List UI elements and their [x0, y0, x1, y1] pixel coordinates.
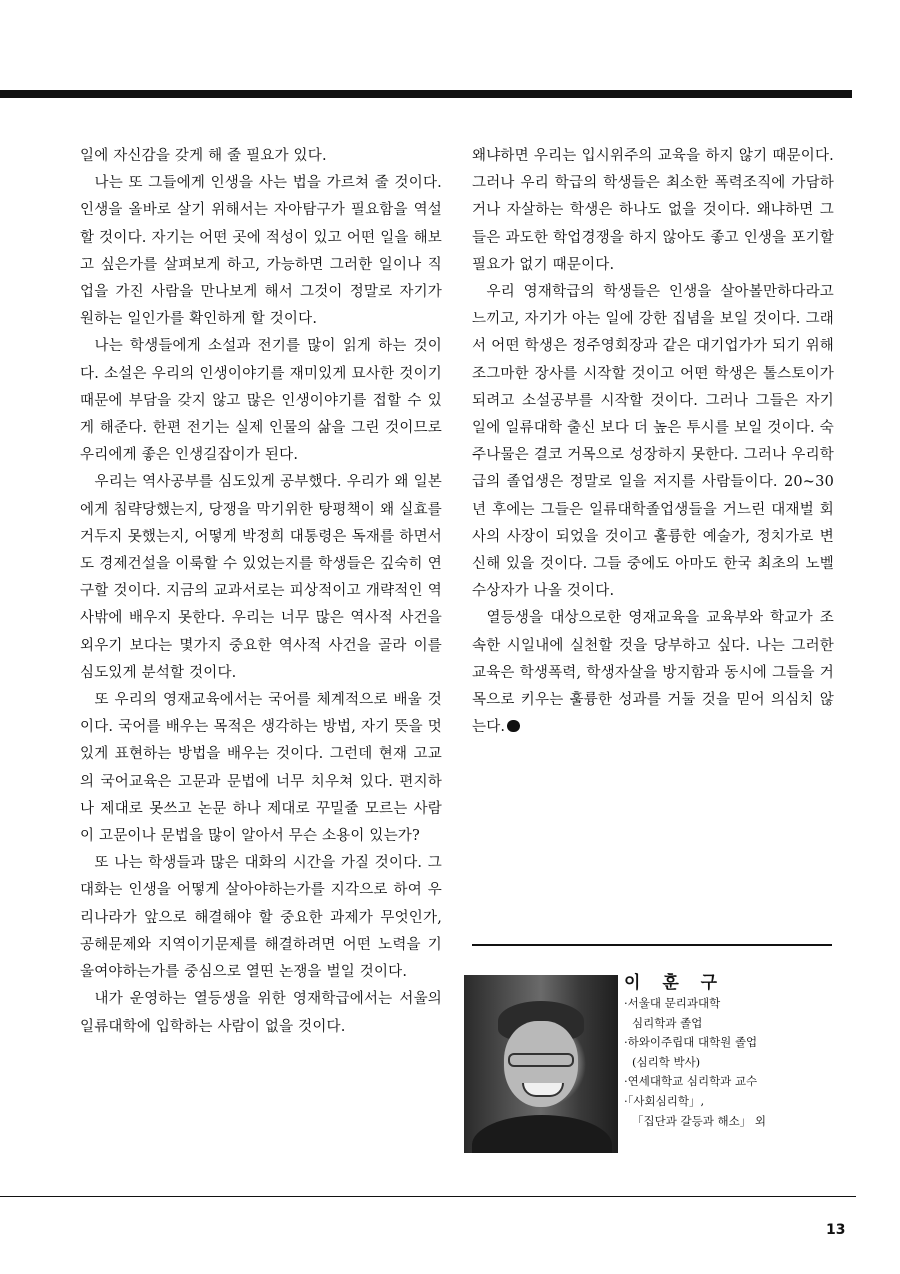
- author-bio-line: ·「사회심리학」,: [624, 1093, 705, 1108]
- author-bio-line: 심리학과 졸업: [632, 1015, 703, 1030]
- paragraph: [472, 605, 834, 741]
- author-name: 이 훈 구: [624, 973, 726, 993]
- top-rule: [0, 90, 852, 98]
- author-bio-line: ·하와이주립대 대학원 졸업: [624, 1035, 758, 1050]
- paragraph-text: 열등생을 대상으로한 영재교육을 교육부와 학교가 조속한 시일내에 실천할 것을 당부하고 싶다. 나는 그러한 교육은 학생폭력, 학생자살을 방지함과 동시에 그들을 거목으로 키우는 훌륭한 성과를 거둘 것을 믿어 의심치 않는다.: [472, 610, 834, 736]
- paragraph: 왜냐하면 우리는 입시위주의 교육을 하지 않기 때문이다. 그러나 우리 학급의 학생들은 최소한 폭력조직에 가담하거나 자살하는 학생은 하나도 없을 것이다. 왜냐하면 그들은 과도한 학업경쟁을 하지 않아도 좋고 인생을 포기할 필요가 없기 때문이다.: [472, 148, 834, 273]
- paragraph: 우리는 역사공부를 심도있게 공부했다. 우리가 왜 일본에게 침략당했는지, 당쟁을 막기위한 탕평책이 왜 실효를 거두지 못했는지, 어떻게 박정희 대통령은 독재를 하면서도 경제건설을 이룩할 수 있었는지를 학생들은 깊숙히 연구할 것이다. 지금의 교과서로는 피상적이고 개략적인 역사밖에 배우지 못한다. 우리는 너무 많은 역사적 사건을 외우기 보다는 몇가지 중요한 역사적 사건을 골라 이를 심도있게 분석할 것이다.: [80, 474, 442, 681]
- author-bio-line: ·연세대학교 심리학과 교수: [624, 1074, 758, 1089]
- author-bio-line: 「집단과 갈등과 해소」 외: [632, 1113, 766, 1128]
- bottom-rule: [0, 1196, 856, 1197]
- author-bio-line: (심리학 박사): [632, 1054, 701, 1069]
- paragraph: 나는 학생들에게 소설과 전기를 많이 읽게 하는 것이다. 소설은 우리의 인생이야기를 재미있게 묘사한 것이기 때문에 부담을 갖지 않고 많은 인생이야기를 접할 수 있게 해준다. 한편 전기는 실제 인물의 삶을 그린 것이므로 우리에게 좋은 인생길잡이가 된다.: [80, 338, 442, 464]
- end-mark-icon: [507, 720, 520, 732]
- paragraph: 나는 또 그들에게 인생을 사는 법을 가르쳐 줄 것이다. 인생을 올바로 살기 위해서는 자아탐구가 필요함을 역설할 것이다. 자기는 어떤 곳에 적성이 있고 어떤 일을 해보고 싶은가를 살펴보게 하고, 가능하면 그러한 일이나 직업을 가진 사람을 만나보게 해서 그것이 정말로 자기가 원하는 일인가를 확인하게 할 것이다.: [80, 175, 442, 328]
- article-column-right: [472, 143, 834, 741]
- author-bio: [624, 994, 834, 1131]
- article-column-left: [80, 143, 442, 1041]
- paragraph: 내가 운영하는 열등생을 위한 영재학급에서는 서울의 일류대학에 입학하는 사람이 없을 것이다.: [80, 991, 442, 1035]
- page-number: 13: [826, 1222, 846, 1238]
- author-photo: [464, 975, 618, 1153]
- paragraph: 또 나는 학생들과 많은 대화의 시간을 가질 것이다. 그 대화는 인생을 어떻게 살아야하는가를 지각으로 하여 우리나라가 앞으로 해결해야 할 중요한 과제가 무엇인가, 공해문제와 지역이기문제를 해결하려면 어떤 노력을 기울여야하는가를 중심으로 열띤 논쟁을 벌일 것이다.: [80, 855, 442, 981]
- author-divider: [472, 944, 832, 946]
- author-bio-line: ·서울대 문리과대학: [624, 996, 721, 1010]
- paragraph: 또 우리의 영재교육에서는 국어를 체계적으로 배울 것이다. 국어를 배우는 목적은 생각하는 방법, 자기 뜻을 멋있게 표현하는 방법을 배우는 것이다. 그런데 현재 고교의 국어교육은 고문과 문법에 너무 치우쳐 있다. 편지하나 제대로 못쓰고 논문 하나 제대로 꾸밀줄 모르는 사람이 고문이나 문법을 많이 알아서 무슨 소용이 있는가?: [80, 692, 442, 845]
- paragraph: 일에 자신감을 갖게 해 줄 필요가 있다.: [80, 148, 327, 164]
- paragraph: 우리 영재학급의 학생들은 인생을 살아볼만하다라고 느끼고, 자기가 아는 일에 강한 집념을 보일 것이다. 그래서 어떤 학생은 정주영회장과 같은 대기업가가 되기 위해 조그마한 장사를 시작할 것이고 어떤 학생은 톨스토이가 되려고 소설공부를 시작할 것이다. 그러나 그들은 자기 일에 일류대학 출신 보다 더 높은 투시를 보일 것이다. 숙주나물은 결코 거목으로 성장하지 못한다. 그러나 우리학급의 졸업생은 정말로 일을 저지를 사람들이다. 20~30년 후에는 그들은 일류대학졸업생들을 거느린 대재벌 회사의 사장이 되었을 것이고 훌륭한 예술가, 정치가로 변신해 있을 것이다. 그들 중에도 아마도 한국 최초의 노벨 수상자가 나올 것이다.: [472, 284, 834, 600]
